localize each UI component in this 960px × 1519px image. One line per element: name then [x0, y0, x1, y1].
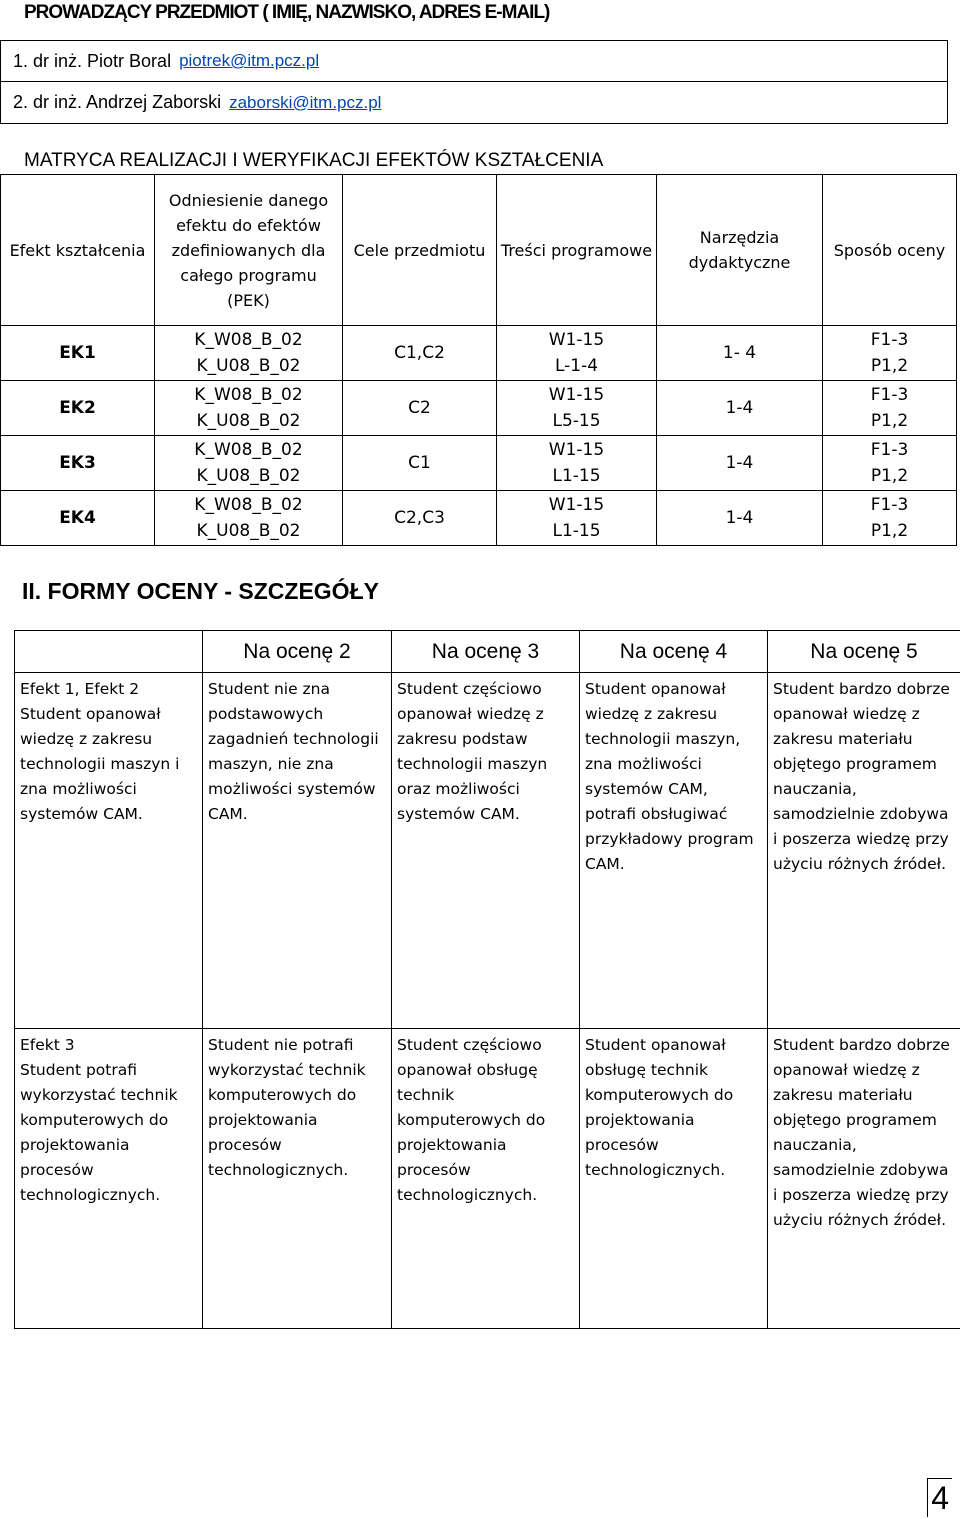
effect-label: Efekt 3: [20, 1036, 75, 1054]
course-goals: C1: [343, 436, 497, 491]
table-row: [1, 491, 957, 546]
column-header: Odniesienie danego efektu do efektów zdefiniowanych dla całego programu (PEK): [155, 175, 343, 326]
table-row: [15, 1029, 960, 1329]
matrix-title: MATRYCA REALIZACJI I WERYFIKACJI EFEKTÓW KSZTAŁCENIA: [24, 150, 604, 171]
program-content: W1-15 L1-15: [497, 436, 657, 491]
table-row: [1, 381, 957, 436]
teaching-tools: 1-4: [657, 491, 823, 546]
grade-criteria-cell: Student opanował wiedzę z zakresu technologii maszyn, zna możliwości systemów CAM, potrafi obsługiwać przykładowy program CAM.: [580, 673, 768, 1029]
effect-description: Student potrafi wykorzystać technik komputerowych do projektowania procesów technologicznych.: [20, 1061, 178, 1204]
lecturer-name: 2. dr inż. Andrzej Zaborski: [13, 92, 222, 112]
column-header: Efekt kształcenia: [1, 175, 155, 326]
column-header: Sposób oceny: [823, 175, 957, 326]
grade-header: Na ocenę 5: [768, 631, 960, 673]
course-goals: C2,C3: [343, 491, 497, 546]
teaching-tools: 1-4: [657, 381, 823, 436]
teaching-tools: 1- 4: [657, 326, 823, 381]
grading-criteria-table: [14, 630, 960, 1329]
table-row: [1, 436, 957, 491]
column-header: Narzędzia dydaktyczne: [657, 175, 823, 326]
matrix-header-row: [1, 175, 957, 326]
course-goals: C1,C2: [343, 326, 497, 381]
effect-code: EK4: [1, 491, 155, 546]
grade-criteria-cell: Student opanował obsługę technik komputerowych do projektowania procesów technologicznych.: [580, 1029, 768, 1329]
grade-criteria-cell: Student nie potrafi wykorzystać technik komputerowych do projektowania procesów technologicznych.: [203, 1029, 392, 1329]
effects-matrix-table: [0, 174, 957, 546]
page-number: 4: [927, 1478, 952, 1517]
lecturer-row-2: [0, 82, 948, 124]
effect-code: EK2: [1, 381, 155, 436]
table-row: [1, 326, 957, 381]
pek-reference: K_W08_B_02 K_U08_B_02: [155, 491, 343, 546]
pek-reference: K_W08_B_02 K_U08_B_02: [155, 326, 343, 381]
grade-criteria-cell: Student częściowo opanował obsługę technik komputerowych do projektowania procesów technologicznych.: [392, 1029, 580, 1329]
grade-header: Na ocenę 2: [203, 631, 392, 673]
lecturer-email-link[interactable]: zaborski@itm.pcz.pl: [229, 92, 382, 112]
course-goals: C2: [343, 381, 497, 436]
lecturer-name: 1. dr inż. Piotr Boral: [13, 50, 172, 71]
lecturer-email-link[interactable]: piotrek@itm.pcz.pl: [179, 51, 320, 70]
program-content: W1-15 L-1-4: [497, 326, 657, 381]
table-row: [15, 673, 960, 1029]
lecturer-section-title: PROWADZĄCY PRZEDMIOT ( IMIĘ, NAZWISKO, ADRES E-MAIL): [24, 2, 550, 23]
effect-description: Student opanował wiedzę z zakresu technologii maszyn i zna możliwości systemów CAM.: [20, 705, 180, 823]
pek-reference: K_W08_B_02 K_U08_B_02: [155, 436, 343, 491]
grades-header-row: [15, 631, 960, 673]
effect-description-cell: [15, 1029, 203, 1329]
effect-code: EK3: [1, 436, 155, 491]
empty-corner-cell: [15, 631, 203, 673]
grade-header: Na ocenę 3: [392, 631, 580, 673]
lecturer-row-1: [0, 40, 948, 82]
assessment-section-title: II. FORMY OCENY - SZCZEGÓŁY: [22, 578, 379, 604]
grade-criteria-cell: Student bardzo dobrze opanował wiedzę z zakresu materiału objętego programem nauczania, samodzielnie zdobywa i poszerza wiedzę przy użyciu różnych źródeł.: [768, 1029, 960, 1329]
lecturer-list: [0, 40, 948, 124]
effect-label: Efekt 1, Efekt 2: [20, 680, 140, 698]
assessment-method: F1-3 P1,2: [823, 381, 957, 436]
column-header: Cele przedmiotu: [343, 175, 497, 326]
program-content: W1-15 L5-15: [497, 381, 657, 436]
assessment-method: F1-3 P1,2: [823, 436, 957, 491]
grade-criteria-cell: Student nie zna podstawowych zagadnień technologii maszyn, nie zna możliwości systemów CAM.: [203, 673, 392, 1029]
grade-header: Na ocenę 4: [580, 631, 768, 673]
grade-criteria-cell: Student częściowo opanował wiedzę z zakresu podstaw technologii maszyn oraz możliwości systemów CAM.: [392, 673, 580, 1029]
pek-reference: K_W08_B_02 K_U08_B_02: [155, 381, 343, 436]
column-header: Treści programowe: [497, 175, 657, 326]
program-content: W1-15 L1-15: [497, 491, 657, 546]
teaching-tools: 1-4: [657, 436, 823, 491]
effect-code: EK1: [1, 326, 155, 381]
assessment-method: F1-3 P1,2: [823, 326, 957, 381]
assessment-method: F1-3 P1,2: [823, 491, 957, 546]
effect-description-cell: [15, 673, 203, 1029]
grade-criteria-cell: Student bardzo dobrze opanował wiedzę z zakresu materiału objętego programem nauczania, samodzielnie zdobywa i poszerza wiedzę przy użyciu różnych źródeł.: [768, 673, 960, 1029]
